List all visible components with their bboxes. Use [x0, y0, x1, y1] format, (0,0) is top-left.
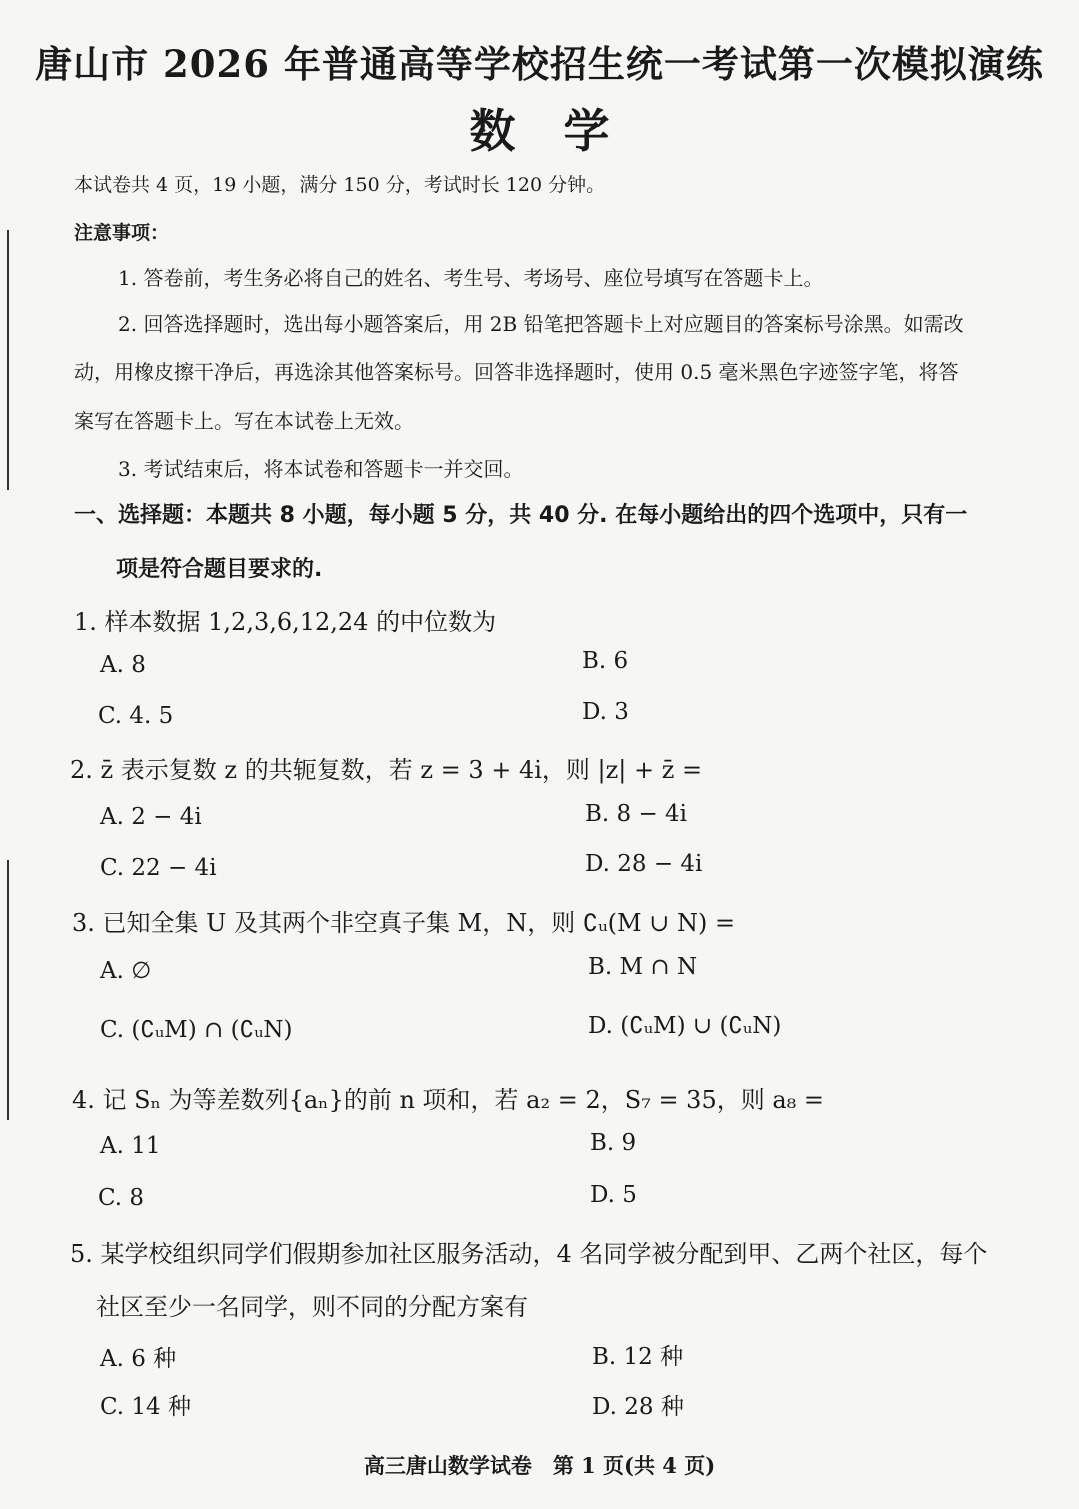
note-1: 1. 答卷前，考生务必将自己的姓名、考生号、考场号、座位号填写在答题卡上。	[118, 266, 824, 290]
question-4-option-c: C. 8	[98, 1185, 145, 1211]
question-3-option-d: D. (∁ᵤM) ∪ (∁ᵤN)	[588, 1013, 782, 1039]
question-4-option-a: A. 11	[100, 1133, 161, 1159]
notes-heading: 注意事项：	[74, 222, 170, 244]
subject-title	[0, 95, 1079, 161]
question-2-option-d: D. 28 − 4i	[585, 851, 703, 877]
question-5-option-b: B. 12 种	[592, 1344, 684, 1370]
binding-line-bottom	[7, 860, 9, 1120]
question-5-option-a: A. 6 种	[100, 1346, 177, 1372]
question-2-stem: 2. z̄ 表示复数 z 的共轭复数，若 z = 3 + 4i，则 |z| + z̄ =	[70, 756, 703, 784]
subject-char-2: 学	[563, 104, 610, 158]
note-3: 3. 考试结束后，将本试卷和答题卡一并交回。	[118, 457, 524, 481]
exam-title: 唐山市 2026 年普通高等学校招生统一考试第一次模拟演练	[35, 42, 1044, 86]
page-footer: 高三唐山数学试卷 第 1 页(共 4 页)	[363, 1453, 716, 1478]
question-3-option-b: B. M ∩ N	[588, 954, 698, 980]
question-4-option-b: B. 9	[590, 1130, 637, 1156]
question-5-stem-line-1: 5. 某学校组织同学们假期参加社区服务活动，4 名同学被分配到甲、乙两个社区，每个	[70, 1240, 988, 1268]
question-3-option-a: A. ∅	[100, 958, 152, 984]
exam-intro: 本试卷共 4 页，19 小题，满分 150 分，考试时长 120 分钟。	[74, 174, 606, 196]
question-1-stem: 1. 样本数据 1,2,3,6,12,24 的中位数为	[74, 608, 497, 636]
question-5-option-d: D. 28 种	[592, 1394, 684, 1420]
note-2-line-1: 2. 回答选择题时，选出每小题答案后，用 2B 铅笔把答题卡上对应题目的答案标号涂黑。如需改	[118, 312, 964, 336]
note-2-line-2: 动，用橡皮擦干净后，再选涂其他答案标号。回答非选择题时，使用 0.5 毫米黑色字迹签字笔，将答	[74, 360, 959, 384]
question-2-option-a: A. 2 − 4i	[100, 804, 202, 830]
question-5-option-c: C. 14 种	[100, 1394, 191, 1420]
binding-line-top	[7, 230, 9, 490]
question-1-option-d: D. 3	[582, 699, 629, 725]
question-1-option-c: C. 4. 5	[98, 703, 174, 729]
section-1-heading-line-2: 项是符合题目要求的.	[116, 557, 323, 582]
question-1-option-a: A. 8	[100, 652, 146, 678]
question-4-option-d: D. 5	[590, 1182, 637, 1208]
note-2-line-3: 案写在答题卡上。写在本试卷上无效。	[74, 409, 414, 433]
question-4-stem: 4. 记 Sₙ 为等差数列{aₙ}的前 n 项和，若 a₂ = 2，S₇ = 35，则 a₈ =	[72, 1086, 825, 1114]
question-5-stem-line-2: 社区至少一名同学，则不同的分配方案有	[96, 1293, 528, 1321]
question-2-option-b: B. 8 − 4i	[585, 801, 688, 827]
question-1-option-b: B. 6	[582, 648, 629, 674]
question-2-option-c: C. 22 − 4i	[100, 855, 217, 881]
question-3-option-c: C. (∁ᵤM) ∩ (∁ᵤN)	[100, 1017, 293, 1043]
subject-char-1: 数	[469, 104, 516, 158]
section-1-heading-line-1: 一、选择题：本题共 8 小题，每小题 5 分，共 40 分. 在每小题给出的四个选项中，只有一	[74, 503, 968, 528]
question-3-stem: 3. 已知全集 U 及其两个非空真子集 M，N，则 ∁ᵤ(M ∪ N) =	[72, 909, 736, 937]
